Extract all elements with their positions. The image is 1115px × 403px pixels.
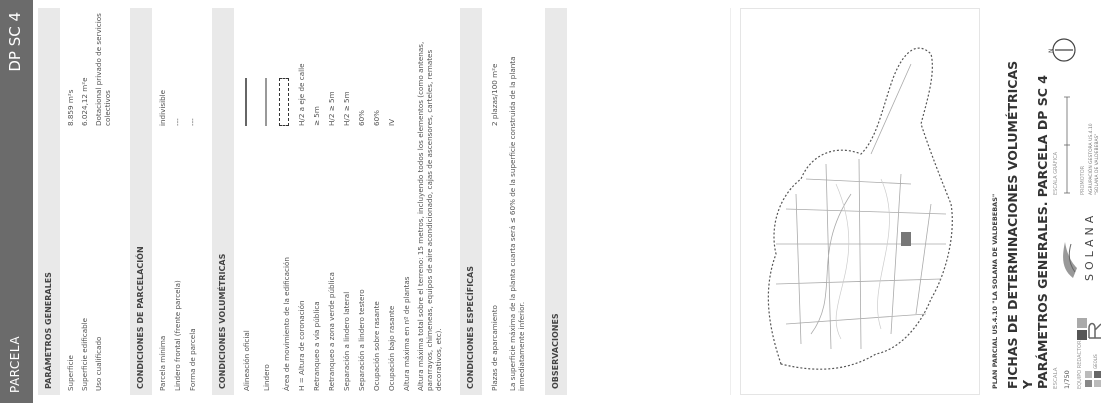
row-value: H/2 ≥ 5m [327,91,336,126]
lindero-line-sample [265,78,267,126]
row-label: Forma de parcela [188,328,197,391]
section-observaciones: OBSERVACIONES [545,8,567,395]
row-label: Altura máxima en nº de plantas [402,276,411,391]
sheet-title-line-1: FICHAS DE DETERMINACIONES VOLUMÉTRICAS Y [1005,60,1035,389]
observaciones-body [570,8,731,395]
sheet-title [1005,59,1050,389]
section-condiciones-parcelacion: CONDICIONES DE PARCELACIÓN [130,8,152,395]
row-label: Ocupación bajo rasante [387,305,396,391]
promotor-label: PROMOTOR [1080,165,1086,195]
row-value: 6.024,12 m²e [80,77,89,126]
row-area-movimiento [282,11,296,391]
section-parametros-generales: PARÁMETROS GENERALES [38,8,60,395]
row-label: Plazas de aparcamiento [490,305,499,391]
row-forma-parcela [188,11,202,391]
row-value: --- [188,118,197,126]
row-label: Parcela mínima [158,335,167,391]
row-value: H/2 a eje de calle [297,63,306,126]
title-block [985,8,1110,395]
escala-grafica-label: ESCALA GRÁFICA [1053,152,1059,195]
row-label: Separación a lindero testero [357,289,366,391]
row-value: 8.859 m²s [66,89,75,126]
plan-caption: PLAN PARCIAL US.4.10 "LA SOLANA DE VALDEBEBAS" [991,193,999,389]
escala-value: 1/750 [1063,370,1071,389]
parametros-rows [64,0,120,403]
header-bar [0,0,33,403]
row-value: 2 plazas/100 m²e [490,63,499,126]
geolis-logo-text: GEOLIS [1093,354,1098,369]
row-lindero [262,11,276,391]
row-superficie-edificable [80,11,94,391]
row-parcela-minima [158,11,172,391]
row-label: Lindero frontal (frente parcela) [173,280,182,391]
urban-plan-map-graphic [741,9,979,394]
row-separacion-testero [357,11,371,391]
location-map [740,8,980,395]
row-separacion-lateral [342,11,356,391]
row-altura-plantas [402,11,416,391]
row-value: indivisible [158,89,167,126]
graphic-scale-bar [1061,95,1071,195]
row-lindero-frontal [173,11,187,391]
row-label: Ocupación sobre rasante [372,301,381,391]
north-arrow-icon [1047,35,1077,65]
geolis-logo-icon [1085,371,1101,387]
row-label: Alineación oficial [242,330,251,391]
row-value: ≥ 5m [312,106,321,126]
row-label: Superficie edificable [80,317,89,391]
row-label: Lindero [262,364,271,391]
row-value: 60% [372,110,381,126]
north-label: N [1048,48,1055,53]
altura-maxima-text: Altura máxima total sobre el terreno: 15 metros, incluyendo todos los elementos (como antenas, pararrayos, chimeneas, equipos de aire acondicionado, cajas de ascensores, carteles, remates decorativos, etc). [416,41,443,391]
highlighted-parcel [901,232,911,246]
row-ocupacion-sobre-rasante [372,11,386,391]
header-parcel-code: DP SC 4 [6,12,24,72]
alineacion-line-sample [245,78,247,126]
row-uso-cualificado [94,11,114,391]
row-label: Superficie [66,355,75,391]
sheet-title-line-2: PARÁMETROS GENERALES. PARCELA DP SC 4 [1035,75,1050,389]
row-altura-coronacion [297,11,311,391]
row-superficie [66,11,80,391]
row-label: H = Altura de coronación [297,300,306,391]
row-value: --- [173,118,182,126]
header-parcela-label: PARCELA [8,335,22,393]
row-retranqueo-zona-verde [327,11,341,391]
escala-label: ESCALA [1053,367,1059,389]
equipo-redactor-label: EQUIPO REDACTOR [1077,340,1083,389]
row-value: Dotacional privado de servicios colectivos [94,13,112,126]
row-label: Retranqueo a zona verde pública [327,272,336,391]
agrupacion-gestora-text: AGRUPACIÓN GESTORA US.4.10 "SOLANA DE VALDEBEBAS" [1089,123,1100,195]
row-label: Retranqueo a vía pública [312,301,321,391]
row-value: H/2 ≥ 5m [342,91,351,126]
row-label: Separación a lindero lateral [342,291,351,391]
solana-logo-text: SOLANA [1083,211,1096,281]
row-ocupacion-bajo-rasante [387,11,401,391]
area-movimiento-dashed-sample [279,78,289,126]
solana-bird-logo-icon [1059,240,1079,280]
row-value: 60% [357,110,366,126]
section-condiciones-volumetricas: CONDICIONES VOLUMÉTRICAS [212,8,234,395]
planta-cuarta-text: La superficie máxima de la planta cuarta será ≤ 60% de la superficie construida de la planta inmediatamente inferior. [508,56,526,391]
row-retranqueo-via [312,11,326,391]
row-label: Área de movimiento de la edificación [282,257,291,391]
row-label: Uso cualificado [94,336,103,391]
row-value: IV [387,118,396,126]
row-plazas-aparcamiento [490,11,504,391]
section-condiciones-especificas: CONDICIONES ESPECÍFICAS [460,8,482,395]
row-alineacion-oficial [242,11,256,391]
r-logo-icon [1077,318,1101,340]
